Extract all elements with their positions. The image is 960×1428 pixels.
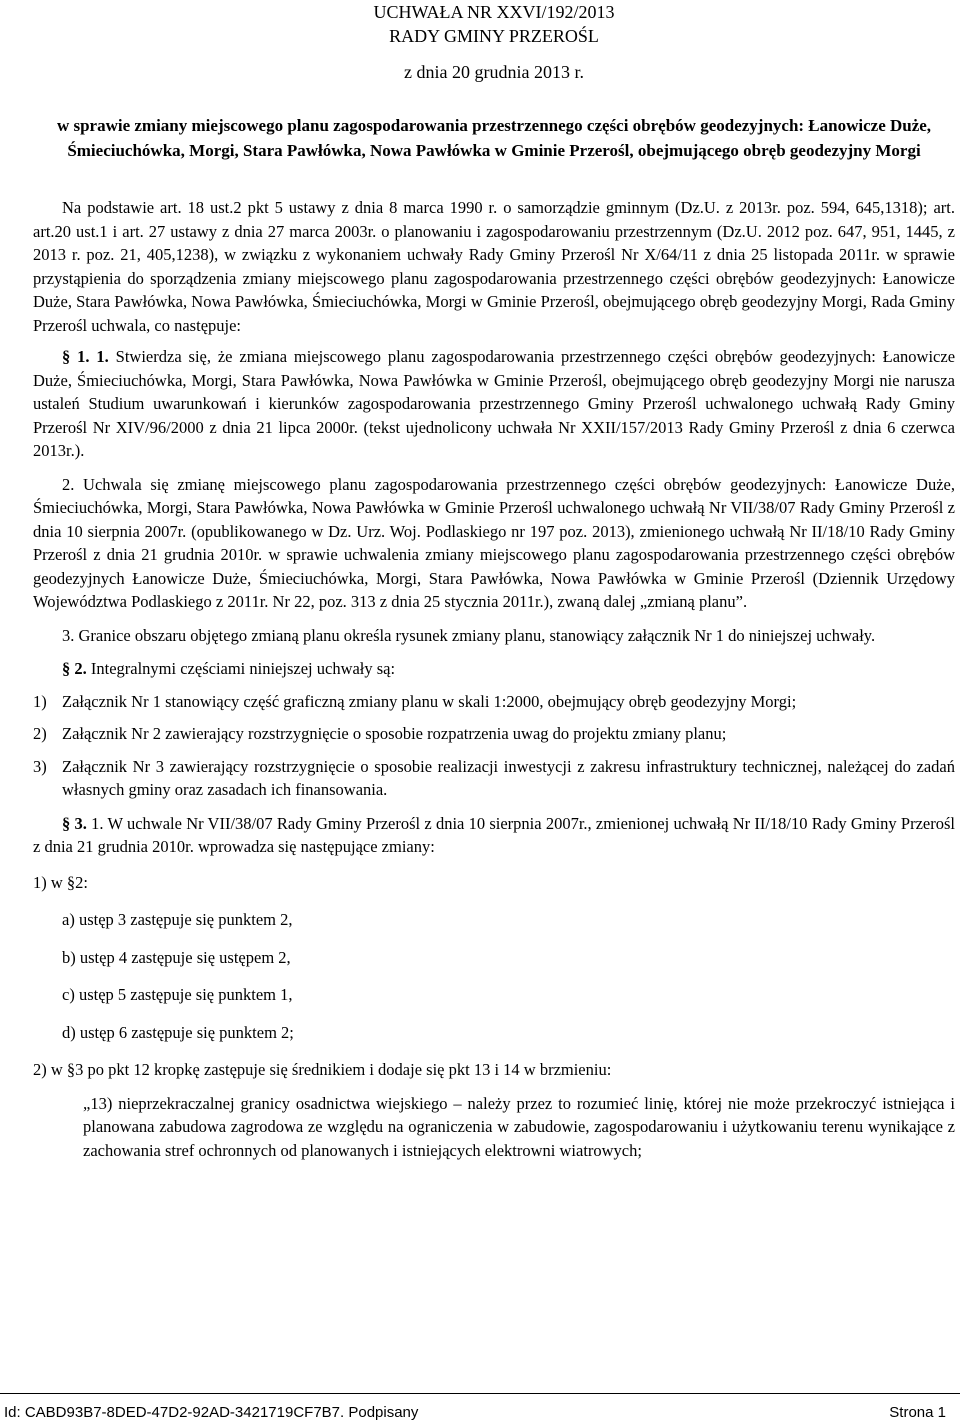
sub-item: b) ustęp 4 zastępuje się ustępem 2, xyxy=(62,947,291,967)
quoted-definition: „13) nieprzekraczalnej granicy osadnictwa wiejskiego – należy przez to rozumieć linię, której nie może przekroczyć istniejąca i planowana zabudowa zagrodowa ze względu na ograniczenia w zabudowie, zagospodarowaniu i użytkowaniu terenu wynikające z zachowania stref ochronnych od planowanych i istniejących elektrowni wiatrowych; xyxy=(83,1093,955,1160)
section-2-heading: § 2. xyxy=(62,659,87,678)
list-item-number: 2) xyxy=(33,724,47,743)
section-2-intro xyxy=(33,657,955,681)
section-1-paragraph-3: 3. Granice obszaru objętego zmianą planu określa rysunek zmiany planu, stanowiący załącznik Nr 1 do niniejszej uchwały. xyxy=(62,625,876,645)
section-3-point-1-number: 1. xyxy=(91,813,104,833)
list-item-text: Załącznik Nr 3 zawierający rozstrzygnięcie o sposobie realizacji inwestycji z zakresu infrastruktury technicznej, należącej do zadań własnych gminy oraz zasadach ich finansowania. xyxy=(62,756,955,799)
resolution-title: UCHWAŁA NR XXVI/192/2013 xyxy=(373,2,615,22)
list-item-text: Załącznik Nr 2 zawierający rozstrzygnięcie o sposobie rozpatrzenia uwag do projektu zmiany planu; xyxy=(62,724,727,743)
list-item-number: 3) xyxy=(33,756,47,776)
resolution-date: z dnia 20 grudnia 2013 r. xyxy=(404,62,584,82)
document-id: Id: CABD93B7-8DED-47D2-92AD-3421719CF7B7. Podpisany xyxy=(4,1404,419,1421)
document-body xyxy=(33,0,955,1162)
section-3-item-2: 2) w §3 po pkt 12 kropkę zastępuje się średnikiem i dodaje się pkt 13 i 14 w brzmieniu: xyxy=(33,1060,612,1079)
list-item-text: Załącznik Nr 1 stanowiący część graficzną zmiany planu w skali 1:2000, obejmujący obręb geodezyjny Morgi; xyxy=(62,691,797,711)
section-3-point-1-text: W uchwale Nr VII/38/07 Rady Gminy Przerośl z dnia 10 sierpnia 2007r., zmienionej uchwałą Nr II/18/10 Rady Gminy Przerośl z dnia 21 grudnia 2010r. wprowadza się następujące zmiany: xyxy=(33,813,955,856)
section-1-heading: § 1. xyxy=(62,347,90,366)
section-3-item-1: 1) w §2: xyxy=(33,872,88,892)
section-1-point-1-number: 1. xyxy=(96,347,109,366)
sub-item: a) ustęp 3 zastępuje się punktem 2, xyxy=(62,910,293,929)
list-item-number: 1) xyxy=(33,691,47,711)
resolution-header xyxy=(33,0,955,84)
page-number: Strona 1 xyxy=(889,1404,946,1421)
section-3-sub-items xyxy=(62,908,955,1044)
section-2-list-item xyxy=(33,755,955,802)
section-3-paragraph-1 xyxy=(33,812,955,859)
section-1-paragraph-2: 2. Uchwala się zmianę miejscowego planu zagospodarowania przestrzennego części obrębów geodezyjnych: Łanowicze Duże, Śmieciuchówka, Morgi, Stara Pawłówka, Nowa Pawłówka w Gminie Przerośl uchwalonego uchwałą Nr VII/38/07 Rady Gminy Przerośl z dnia 10 sierpnia 2007r. (opublikowanego w Dz. Urz. Woj. Podlaskiego nr 197 poz. 2013), zmienionego uchwałą Nr II/18/10 Rady Gminy Przerośl z dnia 21 grudnia 2010r. w sprawie uchwalenia zmiany miejscowego planu zagospodarowania przestrzennego części obrębów geodezyjnych Łanowicze Duże, Śmieciuchówka, Morgi, Stara Pawłówka, Nowa Pawłówka w Gminie Przerośl (Dziennik Urzędowy Województwa Podlaskiego z 2011r. Nr 22, poz. 313 z dnia 25 stycznia 2011r.), zwaną dalej „zmianą planu”. xyxy=(33,474,955,611)
resolution-issuer: RADY GMINY PRZEROŚL xyxy=(389,26,599,46)
section-2-list-item xyxy=(33,722,955,746)
section-2-intro-text: Integralnymi częściami niniejszej uchwały są: xyxy=(90,659,396,678)
section-1-paragraph-1 xyxy=(33,345,955,463)
sub-item: c) ustęp 5 zastępuje się punktem 1, xyxy=(62,985,293,1004)
resolution-subject: w sprawie zmiany miejscowego planu zagospodarowania przestrzennego części obrębów geodezyjnych: Łanowicze Duże, Śmieciuchówka, Morgi, Stara Pawłówka, Nowa Pawłówka w Gminie Przerośl, obejmującego obręb geodezyjny Morgi xyxy=(56,116,932,160)
section-1-point-1-text: Stwierdza się, że zmiana miejscowego planu zagospodarowania przestrzennego części obrębów geodezyjnych: Łanowicze Duże, Śmieciuchówka, Morgi, Stara Pawłówka, Nowa Pawłówka w Gminie Przerośl, obejmującego obręb geodezyjny Morgi nie narusza ustaleń Studium uwarunkowań i kierunków zagospodarowania przestrzennego Gminy Przerośl uchwalonego uchwałą Rady Gminy Przerośl Nr XIV/96/2000 z dnia 21 lipca 2000r. (tekst ujednolicony uchwała Nr XXII/157/2013 Rady Gminy Przerośl z dnia 6 czerwca 2013r.). xyxy=(33,347,956,460)
preamble-paragraph: Na podstawie art. 18 ust.2 pkt 5 ustawy z dnia 8 marca 1990 r. o samorządzie gminnym (Dz.U. z 2013r. poz. 594, 645,1318); art. art.20 ust.1 i art. 27 ustawy z dnia 27 marca 2003r. o planowaniu i zagospodarowaniu przestrzennym (Dz.U. 2012 poz. 647, 951, 1445, z 2013 r. poz. 21, 405,1238), w związku z wykonaniem uchwały Rady Gminy Przerośl Nr X/64/11 z dnia 25 listopada 2011r. w sprawie przystąpienia do sporządzenia zmiany miejscowego planu zagospodarowania przestrzennego części obrębów geodezyjnych: Łanowicze Duże, Stara Pawłówka, Nowa Pawłówka, Śmieciuchówka, Morgi w Gminie Przerośl, obejmującego obręb geodezyjny Morgi, Rada Gminy Przerośl uchwala, co następuje: xyxy=(33,198,955,335)
page-footer xyxy=(0,1393,960,1424)
section-2-list-item xyxy=(33,690,955,714)
section-3-heading: § 3. xyxy=(62,813,87,833)
sub-item: d) ustęp 6 zastępuje się punktem 2; xyxy=(62,1022,294,1042)
